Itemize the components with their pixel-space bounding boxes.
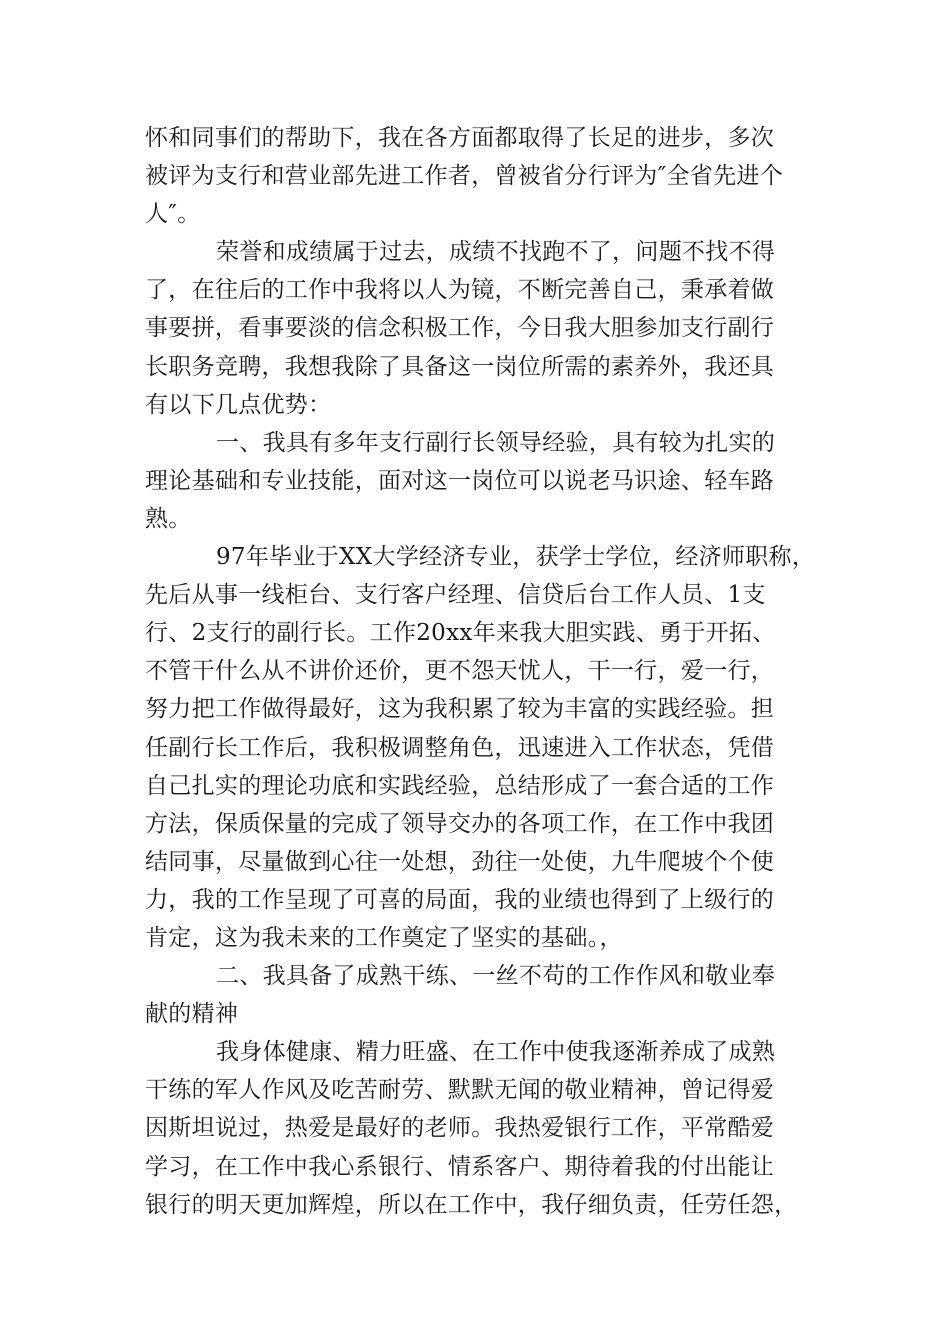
paragraph-start-line: 97年毕业于XX大学经济专业，获学士学位，经济师职称， bbox=[216, 544, 816, 571]
text-line: 理论基础和专业技能，面对这一岗位可以说老马识途、轻车路 bbox=[145, 467, 775, 494]
text-line: 学习，在工作中我心系银行、情系客户、期待着我的付出能让 bbox=[145, 1153, 775, 1180]
text-line: 长职务竞聘，我想我除了具备这一岗位所需的素养外，我还具 bbox=[145, 353, 775, 380]
text-line: 干练的军人作风及吃苦耐劳、默默无闻的敬业精神，曾记得爱 bbox=[145, 1077, 775, 1104]
text-line: 任副行长工作后，我积极调整角色，迅速进入工作状态，凭借 bbox=[145, 734, 775, 761]
text-line: 肯定，这为我未来的工作奠定了坚实的基础。， bbox=[145, 924, 623, 951]
paragraph-start-line: 我身体健康、精力旺盛、在工作中使我逐渐养成了成熟 bbox=[216, 1039, 776, 1066]
text-line: 了，在往后的工作中我将以人为镜，不断完善自己，秉承着做 bbox=[145, 277, 775, 304]
text-line: 有以下几点优势： bbox=[145, 391, 332, 418]
text-line: 行、2支行的副行长。工作20xx年来我大胆实践、勇于开拓、 bbox=[145, 620, 776, 647]
text-line: 被评为支行和营业部先进工作者，曾被省分行评为″全省先进个 bbox=[145, 163, 783, 190]
text-line: 先后从事一线柜台、支行客户经理、信贷后台工作人员、1支 bbox=[145, 582, 766, 609]
text-line: 努力把工作做得最好，这为我积累了较为丰富的实践经验。担 bbox=[145, 696, 775, 723]
text-line: 自己扎实的理论功底和实践经验，总结形成了一套合适的工作 bbox=[145, 772, 775, 799]
text-line: 熟。 bbox=[145, 505, 192, 532]
text-line: 力，我的工作呈现了可喜的局面，我的业绩也得到了上级行的 bbox=[145, 886, 775, 913]
text-line: 不管干什么从不讲价还价，更不怨天忧人，干一行，爱一行， bbox=[145, 658, 775, 685]
section-heading-line: 二、我具备了成熟干练、一丝不苟的工作作风和敬业奉 bbox=[216, 963, 776, 990]
text-line: 方法，保质保量的完成了领导交办的各项工作，在工作中我团 bbox=[145, 810, 775, 837]
text-line: 因斯坦说过，热爱是最好的老师。我热爱银行工作，平常酷爱 bbox=[145, 1115, 775, 1142]
text-line: 银行的明天更加辉煌，所以在工作中，我仔细负责，任劳任怨， bbox=[145, 1191, 798, 1218]
body-text bbox=[145, 119, 825, 1224]
text-line: 怀和同事们的帮助下，我在各方面都取得了长足的进步，多次 bbox=[145, 125, 775, 151]
text-line: 献的精神 bbox=[145, 1001, 239, 1028]
paragraph-start-line: 荣誉和成绩属于过去，成绩不找跑不了，问题不找不得 bbox=[216, 239, 776, 266]
text-line: 结同事，尽量做到心往一处想，劲往一处使，九牛爬坡个个使 bbox=[145, 848, 775, 875]
section-heading-line: 一、我具有多年支行副行长领导经验，具有较为扎实的 bbox=[216, 429, 776, 456]
text-line: 事要拼，看事要淡的信念积极工作，今日我大胆参加支行副行 bbox=[145, 315, 775, 342]
text-line: 人″。 bbox=[145, 201, 201, 228]
